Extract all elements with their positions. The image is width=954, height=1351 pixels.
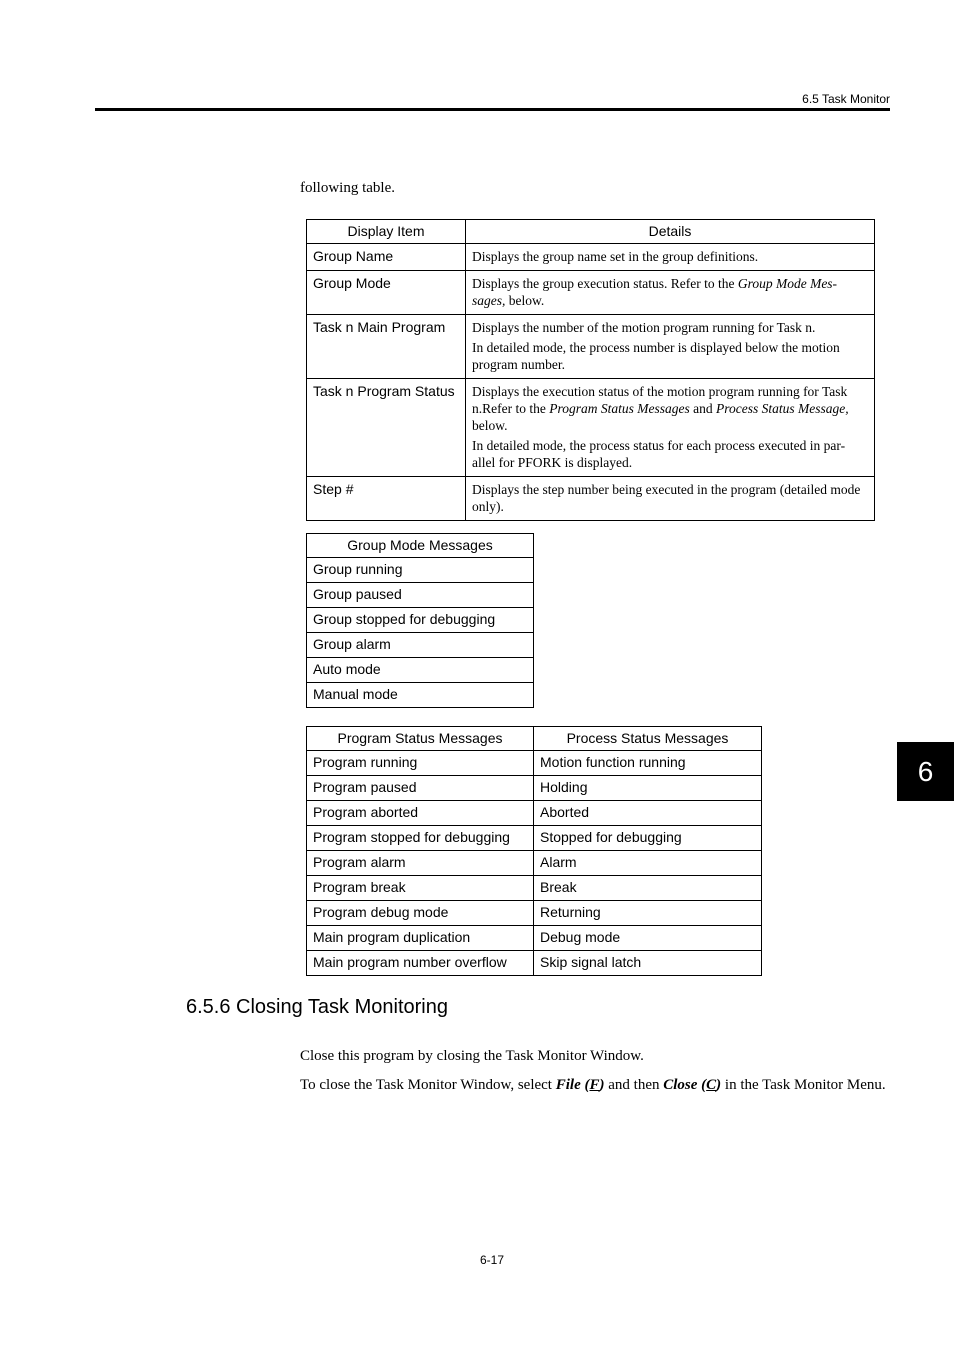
process-status-cell: Holding [534,776,762,801]
section-heading: 6.5.6 Closing Task Monitoring [186,996,448,1018]
display-item-cell: Group Mode [307,271,466,315]
table-row [307,901,762,926]
process-status-cell: Alarm [534,851,762,876]
details-cell: Displays the group execution status. Refer to the Group Mode Mes-sages, below. [466,271,875,315]
details-cell: Displays the step number being executed in the program (detailed mode only). [466,477,875,521]
group-mode-messages-table [306,533,534,708]
table-header-row [307,534,534,558]
column-header-details: Details [466,220,875,244]
program-status-cell: Main program duplication [307,926,534,951]
table-row [307,379,875,477]
body-paragraph: To close the Task Monitor Window, select File (F) and then Close (C) in the Task Monitor Menu. [300,1077,886,1093]
process-status-cell: Motion function running [534,751,762,776]
group-mode-cell: Auto mode [307,658,534,683]
process-status-cell: Aborted [534,801,762,826]
group-mode-cell: Manual mode [307,683,534,708]
details-cell: Displays the number of the motion program running for Task n. In detailed mode, the process number is displayed below the motion program number. [466,315,875,379]
table-row [307,244,875,271]
process-status-cell: Returning [534,901,762,926]
table-row [307,558,534,583]
group-mode-cell: Group stopped for debugging [307,608,534,633]
program-status-cell: Program debug mode [307,901,534,926]
column-header-display-item: Display Item [307,220,466,244]
display-item-cell: Task n Main Program [307,315,466,379]
process-status-cell: Stopped for debugging [534,826,762,851]
process-status-cell: Debug mode [534,926,762,951]
process-status-cell: Skip signal latch [534,951,762,976]
program-status-cell: Program running [307,751,534,776]
status-messages-table [306,726,762,976]
column-header-program-status: Program Status Messages [307,727,534,751]
group-mode-cell: Group running [307,558,534,583]
program-status-cell: Program alarm [307,851,534,876]
program-status-cell: Program break [307,876,534,901]
table-row [307,776,762,801]
table-row [307,658,534,683]
details-cell: Displays the execution status of the motion program running for Task n.Refer to the Program Status Messages and Process Status Message, below. In detailed mode, the process status for each process executed in par-allel for PFORK is displayed. [466,379,875,477]
intro-text: following table. [300,180,395,196]
table-row [307,583,534,608]
display-item-cell: Step # [307,477,466,521]
details-cell: Displays the group name set in the group definitions. [466,244,875,271]
chapter-tab: 6 [897,742,954,801]
table-row [307,315,875,379]
table-row [307,826,762,851]
header-rule [95,108,890,111]
table-row [307,633,534,658]
table-row [307,608,534,633]
table-row [307,683,534,708]
program-status-cell: Program paused [307,776,534,801]
table-header-row [307,220,875,244]
program-status-cell: Program aborted [307,801,534,826]
process-status-cell: Break [534,876,762,901]
display-item-cell: Task n Program Status [307,379,466,477]
display-item-cell: Group Name [307,244,466,271]
table-row [307,801,762,826]
program-status-cell: Program stopped for debugging [307,826,534,851]
column-header-process-status: Process Status Messages [534,727,762,751]
page-number: 6-17 [479,1253,505,1267]
table-row [307,926,762,951]
display-items-table [306,219,875,521]
table-row [307,271,875,315]
program-status-cell: Main program number overflow [307,951,534,976]
group-mode-cell: Group paused [307,583,534,608]
table-row [307,951,762,976]
body-paragraph: Close this program by closing the Task Monitor Window. [300,1048,644,1064]
table-row [307,477,875,521]
group-mode-cell: Group alarm [307,633,534,658]
table-row [307,751,762,776]
table-header-row [307,727,762,751]
table-row [307,876,762,901]
running-header: 6.5 Task Monitor [802,92,890,106]
table-row [307,851,762,876]
column-header-group-mode: Group Mode Messages [307,534,534,558]
